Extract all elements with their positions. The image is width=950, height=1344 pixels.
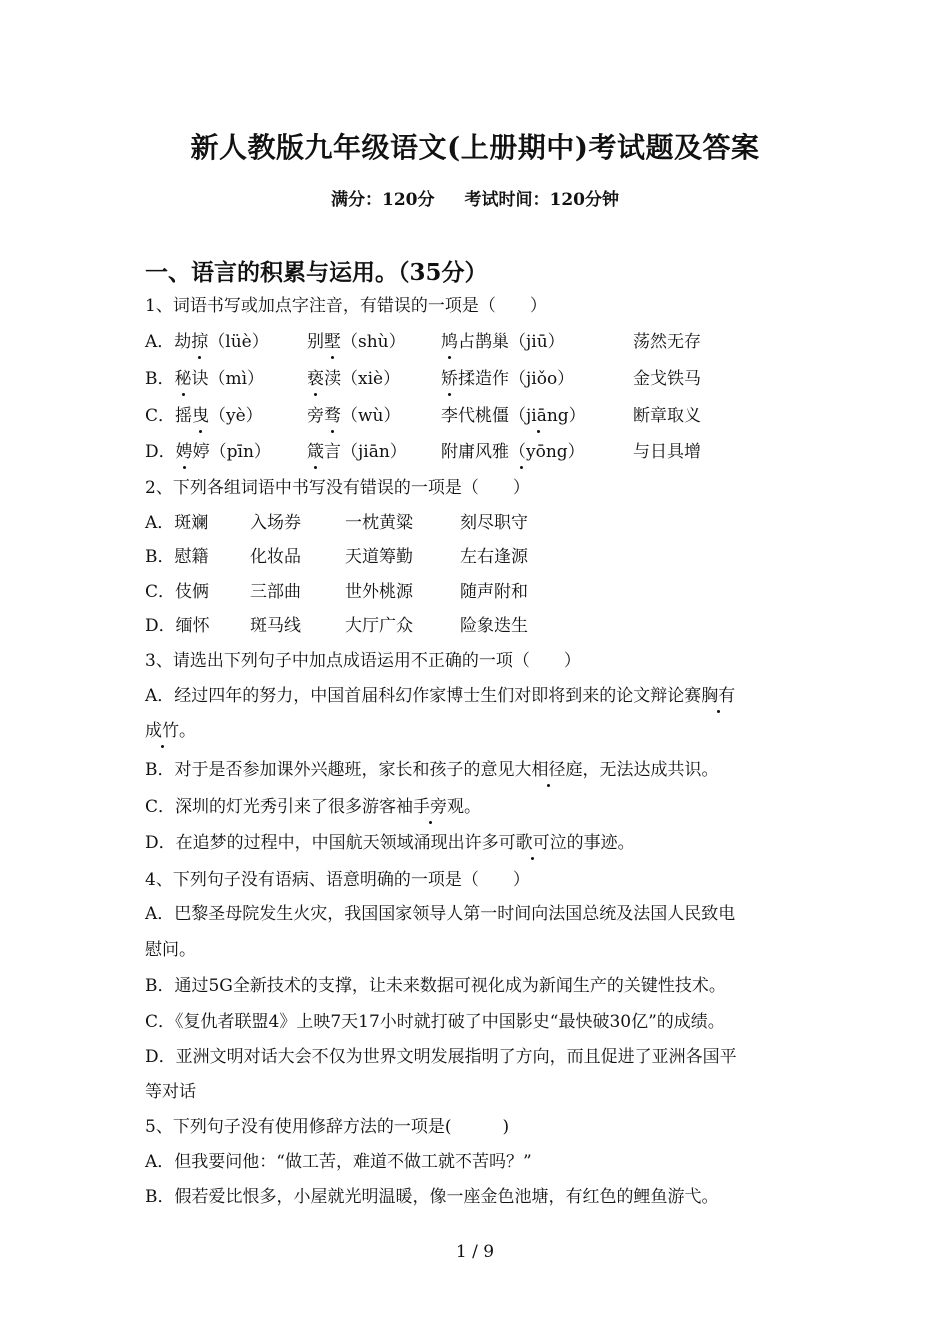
q5-stem: 5、下列句子没有使用修辞方法的一项是( ) <box>145 1117 510 1137</box>
q3-option-a: A．经过四年的努力，中国首届科幻作家博士生们对即将到来的论文辩论赛胸有 <box>145 686 736 706</box>
q4-option-a: A．巴黎圣母院发生火灾，我国国家领导人第一时间向法国总统及法国人民致电 <box>145 904 736 924</box>
full-score: 满分：120分 <box>331 190 435 210</box>
q5-option-b: B．假若爱比恨多，小屋就光明温暖，像一座金色池塘，有红色的鲤鱼游弋。 <box>145 1187 719 1207</box>
q4-option-a-cont: 慰问。 <box>145 940 196 960</box>
q1-option-b-word2: 亵渎（xiè） <box>307 369 401 389</box>
q2-option-b: B．慰籍 <box>145 547 209 567</box>
q2-option-c-word4: 随声附和 <box>460 582 528 602</box>
q2-option-a: A．斑斓 <box>145 513 209 533</box>
page-title: 新人教版九年级语文(上册期中)考试题及答案 <box>190 131 760 164</box>
exam-meta <box>0 185 950 210</box>
q2-option-b-word3: 天道筹勤 <box>345 547 413 567</box>
page-number: 1 / 9 <box>455 1242 495 1262</box>
q2-option-c-word3: 世外桃源 <box>345 582 413 602</box>
q1-option-d-word2: 箴言（jiān） <box>307 442 407 462</box>
q1-option-d-word3: 附庸风雅（yōng） <box>441 442 585 462</box>
q2-option-b-word4: 左右逢源 <box>460 547 528 567</box>
q2-option-a-word4: 刻尽职守 <box>460 513 528 533</box>
q1-option-a: A．劫掠（lüè） <box>145 332 269 352</box>
q3-option-c: C．深圳的灯光秀引来了很多游客袖手旁观。 <box>145 797 482 817</box>
q2-option-d-word4: 险象迭生 <box>460 616 528 636</box>
exam-time: 考试时间：120分钟 <box>464 190 619 210</box>
q2-stem: 2、下列各组词语中书写没有错误的一项是（ ） <box>145 478 530 498</box>
q1-option-b: B．秘诀（mì） <box>145 369 265 389</box>
q1-option-a-word4: 荡然无存 <box>633 332 701 352</box>
q3-stem: 3、请选出下列句子中加点成语运用不正确的一项（ ） <box>145 651 581 671</box>
q2-option-d-word2: 斑马线 <box>250 616 301 636</box>
section-heading: 一、语言的积累与运用。（35分） <box>145 259 488 286</box>
q1-option-c-word4: 断章取义 <box>633 406 701 426</box>
q4-option-b: B．通过5G全新技术的支撑，让未来数据可视化成为新闻生产的关键性技术。 <box>145 976 726 996</box>
q5-option-a: A．但我要问他：“做工苦，难道不做工就不苦吗？” <box>145 1152 532 1172</box>
q4-option-c: C．《复仇者联盟4》上映7天17小时就打破了中国影史“最快破30亿”的成绩。 <box>145 1012 725 1032</box>
q2-option-a-word2: 入场券 <box>250 513 301 533</box>
q3-option-d: D．在追梦的过程中，中国航天领域涌现出许多可歌可泣的事迹。 <box>145 833 635 853</box>
q3-option-a-cont: 成竹。 <box>145 721 196 741</box>
q1-option-d-word4: 与日具增 <box>633 442 701 462</box>
q1-option-c-word2: 旁骛（wù） <box>307 406 401 426</box>
q1-option-c: C．摇曳（yè） <box>145 406 263 426</box>
q4-stem: 4、下列句子没有语病、语意明确的一项是（ ） <box>145 870 530 890</box>
q1-option-d: D．娉婷（pīn） <box>145 442 271 462</box>
q1-option-b-word4: 金戈铁马 <box>633 369 701 389</box>
q3-option-b: B．对于是否参加课外兴趣班，家长和孩子的意见大相径庭，无法达成共识。 <box>145 760 719 780</box>
q4-option-d-cont: 等对话 <box>145 1082 196 1102</box>
q2-option-d: D．缅怀 <box>145 616 210 636</box>
q1-stem: 1、词语书写或加点字注音，有错误的一项是（ ） <box>145 296 547 316</box>
q1-option-c-word3: 李代桃僵（jiāng） <box>441 406 586 426</box>
q2-option-a-word3: 一枕黄粱 <box>345 513 413 533</box>
q2-option-c: C．伎俩 <box>145 582 210 602</box>
q2-option-b-word2: 化妆品 <box>250 547 301 567</box>
q2-option-c-word2: 三部曲 <box>250 582 301 602</box>
q1-option-a-word2: 别墅（shù） <box>307 332 406 352</box>
q1-option-a-word3: 鸠占鹊巢（jiū） <box>441 332 565 352</box>
q4-option-d: D．亚洲文明对话大会不仅为世界文明发展指明了方向，而且促进了亚洲各国平 <box>145 1047 737 1067</box>
q1-option-b-word3: 矫揉造作（jiǒo） <box>441 369 575 389</box>
q2-option-d-word3: 大厅广众 <box>345 616 413 636</box>
